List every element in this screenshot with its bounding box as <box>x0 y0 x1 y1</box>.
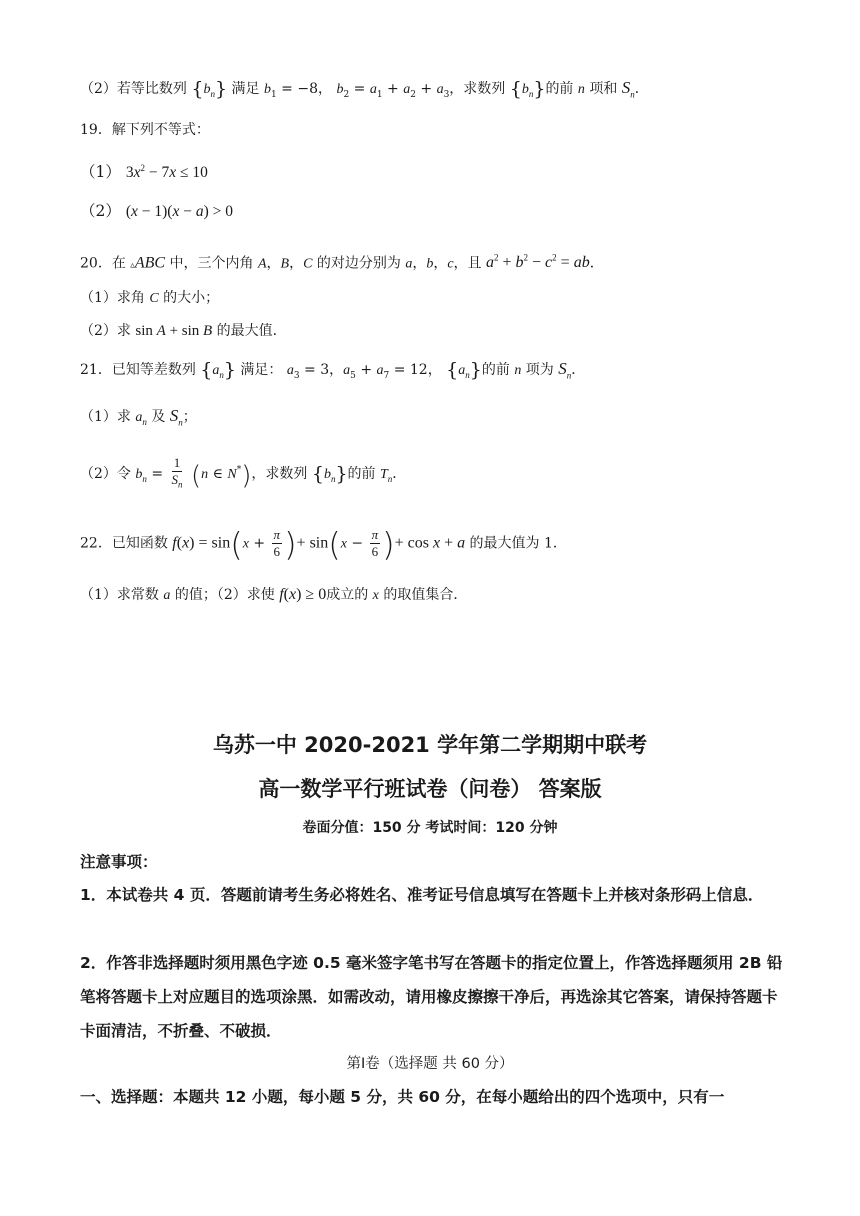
notice-heading: 注意事项： <box>80 853 158 871</box>
question-19-part-1: （1） $3x^2 - 7x \le 10$ <box>80 163 208 182</box>
question-21-part-2: （2）令 $b_n$ = $\frac{1}{S_n}$ (n ∈ N*)，求数列 $\{b_n\}$的前 $T_n$． <box>80 455 407 491</box>
question-20-stem: 20．在 ▵ABC 中，三个内角 A，B，C 的对边分别为 a，b，c，且 $a^2 + b^2 - c^2$ = ab． <box>80 253 604 272</box>
question-21-part-1: （1）求 $a_n$ 及 $S_n$； <box>80 406 197 428</box>
exam-meta: 卷面分值：150 分 考试时间：120 分钟 <box>302 820 558 836</box>
question-19-stem: 19．解下列不等式： <box>80 122 210 138</box>
exam-title: 乌苏一中 2020-2021 学年第二学期期中联考 <box>212 733 648 757</box>
question-20-part-2: （2）求 sin A + sin B 的最大值． <box>80 323 287 339</box>
notice-item-1: 1．本试卷共 4 页．答题前请考生务必将姓名、准考证号信息填写在答题卡上并核对条形码上信息． <box>80 886 764 904</box>
question-18-part-2: （2）若等比数列 $\{b_n\}$ 满足 $b_1 = -8$， $b_2 = a_1 + a_2 + a_3$，求数列 $\{b_n\}$的前 n 项和 $S_n$． <box>80 78 649 100</box>
question-19-part-2: （2） (x − 1)(x − a) > 0 <box>80 202 233 220</box>
question-20-part-1: （1）求角 C 的大小； <box>80 290 220 306</box>
section-instruction: 一、选择题：本题共 12 小题，每小题 5 分，共 60 分，在每小题给出的四个选项中，只有一 <box>80 1088 725 1106</box>
exam-subtitle: 高一数学平行班试卷（问卷） 答案版 <box>258 777 602 801</box>
question-21-stem: 21．已知等差数列 $\{a_n\}$ 满足： $a_3 = 3$，$a_5 + a_7 = 12$， $\{a_n\}$的前 n 项为 $S_n$． <box>80 359 586 381</box>
notice-item-2: 2．作答非选择题时须用黑色字迹 0.5 毫米签字笔书写在答题卡的指定位置上，作答选择题须用 2B 铅笔将答题卡上对应题目的选项涂黑．如需改动，请用橡皮擦擦干净后，再选涂其它答案，请保持答题卡卡面清洁，不折叠、不破损． <box>80 954 783 1040</box>
question-22-stem: 22．已知函数 f(x) = sin(x + $\frac{\pi}{6}$ )+ sin(x − $\frac{\pi}{6}$ )+ cos x + a 的最大值为 1． <box>80 525 567 564</box>
question-22-parts: （1）求常数 a 的值；（2）求使 f(x) ≥ 0成立的 x 的取值集合． <box>80 586 468 603</box>
section-title: 第Ⅰ卷（选择题 共 60 分） <box>346 1056 514 1072</box>
